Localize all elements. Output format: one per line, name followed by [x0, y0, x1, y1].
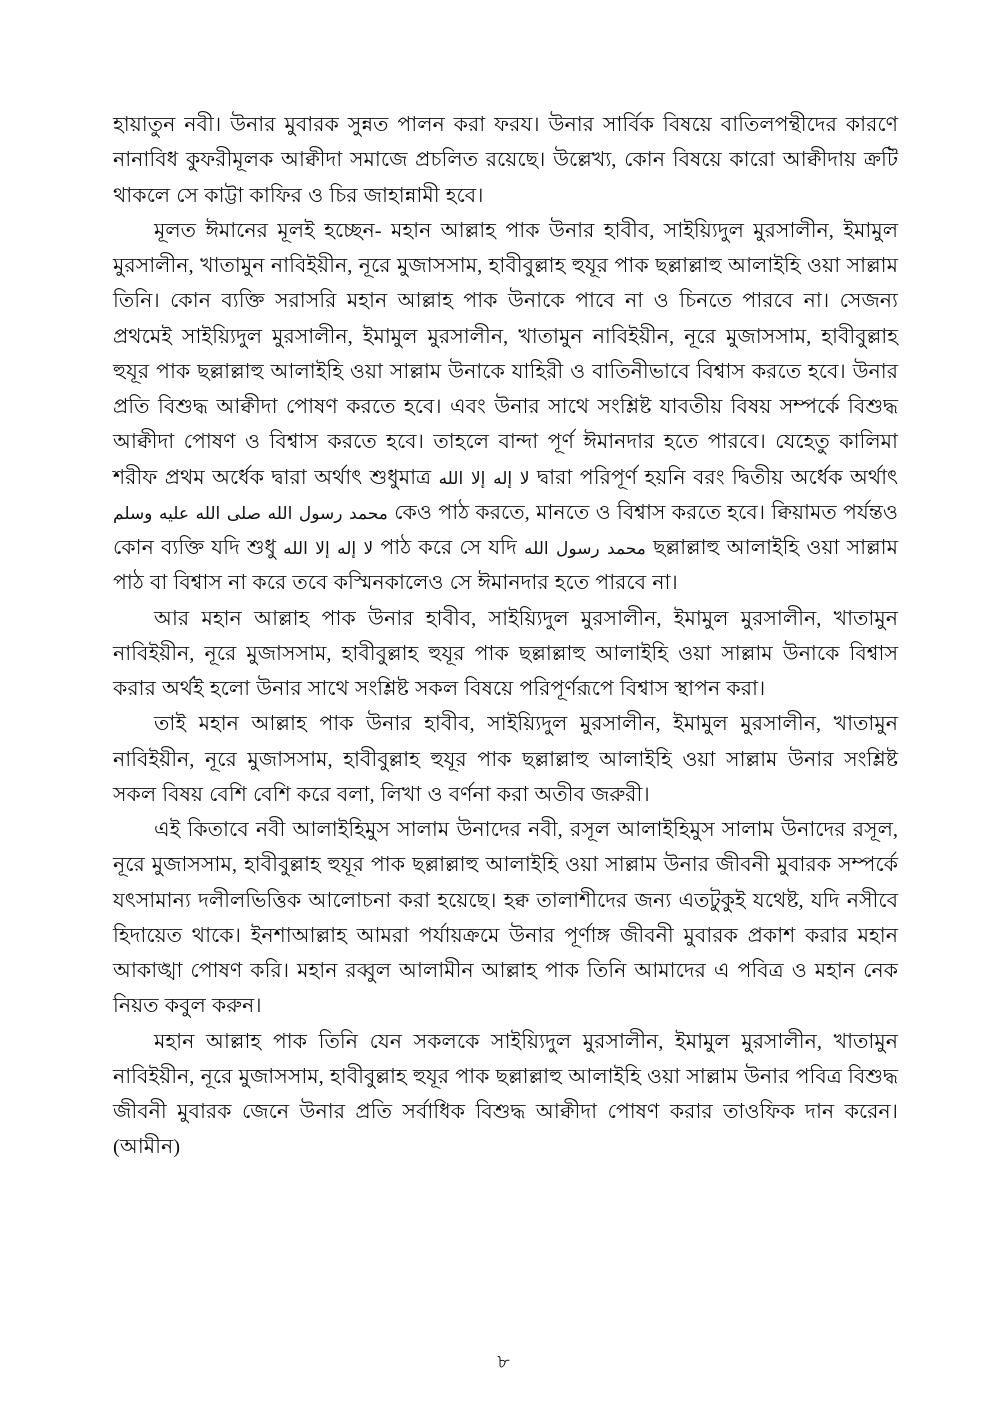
arabic-phrase-3: لا إله إلا الله	[283, 539, 374, 559]
paragraph-5: এই কিতাবে নবী আলাইহিমুস সালাম উনাদের নবী, রসূল আলাইহিমুস সালাম উনাদের রসূল, নূরে মুজাসসাম, হাবীবুল্লাহ হুযূর পাক ছল্লাল্লাহু আলাইহি ওয়া সাল্লাম উনার জীবনী মুবারক সম্পর্কে যৎসামান্য দলীলভিত্তিক আলোচনা করা হয়েছে। হক্ব তালাশীদের জন্য এতটুকুই যথেষ্ট, যদি নসীবে হিদায়েত থাকে। ইনশাআল্লাহ আমরা পর্যায়ক্রমে উনার পূর্ণাঙ্গ জীবনী মুবারক প্রকাশ করার মহান আকাঙ্খা পোষণ করি। মহান রব্বুল আলামীন আল্লাহ পাক তিনি আমাদের এ পবিত্র ও মহান নেক নিয়ত কবুল করুন।	[113, 819, 898, 1018]
paragraph-2-text-a: মূলত ঈমানের মূলই হচ্ছেন- মহান আল্লাহ পাক উনার হাবীব, সাইয়্যিদুল মুরসালীন, ইমামুল মুরসালীন, খাতামুন নাবিইয়ীন, নূরে মুজাসসাম, হাবীবুল্লাহ হুযূর পাক ছল্লাল্লাহু আলাইহি ওয়া সাল্লাম তিনি। কোন ব্যক্তি সরাসরি মহান আল্লাহ পাক উনাকে পাবে না ও চিনতে পারবে না। সেজন্য প্রথমেই সাইয়্যিদুল মুরসালীন, ইমামুল মুরসালীন, খাতামুন নাবিইয়ীন, নূরে মুজাসসাম, হাবীবুল্লাহ হুযূর পাক ছল্লাল্লাহু আলাইহি ওয়া সাল্লাম উনাকে যাহিরী ও বাতিনীভাবে বিশ্বাস করতে হবে। উনার প্রতি বিশুদ্ধ আক্বীদা পোষণ করতে হবে। এবং উনার সাথে সংশ্লিষ্ট যাবতীয় বিষয় সম্পর্কে বিশুদ্ধ আক্বীদা পোষণ ও বিশ্বাস করতে হবে। তাহলে বান্দা পূর্ণ ঈমানদার হতে পারবে। যেহেতু কালিমা শরীফ প্রথম অর্ধেক দ্বারা অর্থাৎ শুধুমাত্র	[113, 219, 898, 489]
arabic-phrase-1: لا إله إلا الله	[438, 468, 530, 489]
paragraph-3: আর মহান আল্লাহ পাক উনার হাবীব, সাইয়্যিদুল মুরসালীন, ইমামুল মুরসালীন, খাতামুন নাবিইয়ীন, নূরে মুজাসসাম, হাবীবুল্লাহ হুযূর পাক ছল্লাল্লাহু আলাইহি ওয়া সাল্লাম উনাকে বিশ্বাস করার অর্থই হলো উনার সাথে সংশ্লিষ্ট সকল বিষয়ে পরিপূর্ণরূপে বিশ্বাস স্থাপন করা।	[113, 607, 898, 700]
paragraph-2-text-e: ছল্লাল্লাহু আলাইহি ওয়া সাল্লাম পাঠ বা বিশ্বাস না করে তবে কস্মিনকালেও সে ঈমানদার হতে পারবে না।	[113, 537, 899, 595]
paragraph-2-text-b: দ্বারা পরিপূর্ণ হয়নি বরং দ্বিতীয় অর্ধেক অর্থাৎ	[536, 466, 898, 489]
paragraph-2-text-c: কেও পাঠ করতে, মানতে ও বিশ্বাস করতে হবে। ক্বিয়ামত পর্যন্তও কোন ব্যক্তি যদি শুধু	[113, 501, 898, 559]
arabic-phrase-4: محمد رسول الله	[523, 539, 646, 559]
paragraph-4: তাই মহান আল্লাহ পাক উনার হাবীব, সাইয়্যিদুল মুরসালীন, ইমামুল মুরসালীন, খাতামুন নাবিইয়ীন, নূরে মুজাসসাম, হাবীবুল্লাহ হুযূর পাক ছল্লাল্লাহু আলাইহি ওয়া সাল্লাম উনার সংশ্লিষ্ট সকল বিষয় বেশি বেশি করে বলা, লিখা ও বর্ণনা করা অতীব জরুরী।	[113, 713, 898, 806]
arabic-phrase-2: محمد رسول الله صلى الله عليه وسلم	[113, 503, 388, 524]
paragraph-2-text-d: পাঠ করে সে যদি	[380, 537, 517, 559]
paragraph-2	[113, 214, 898, 602]
page-body	[113, 108, 898, 1166]
page-number: ৮	[497, 1352, 510, 1373]
paragraph-6: মহান আল্লাহ পাক তিনি যেন সকলকে সাইয়্যিদুল মুরসালীন, ইমামুল মুরসালীন, খাতামুন নাবিইয়ীন, নূরে মুজাসসাম, হাবীবুল্লাহ হুযূর পাক ছল্লাল্লাহু আলাইহি ওয়া সাল্লাম উনার পবিত্র বিশুদ্ধ জীবনী মুবারক জেনে উনার প্রতি সর্বাধিক বিশুদ্ধ আক্বীদা পোষণ করার তাওফিক দান করেন। (আমীন)	[113, 1030, 898, 1159]
paragraph-1: হায়াতুন নবী। উনার মুবারক সুন্নত পালন করা ফরয। উনার সার্বিক বিষয়ে বাতিলপন্থীদের কারণে নানাবিধ কুফরীমূলক আক্বীদা সমাজে প্রচলিত রয়েছে। উল্লেখ্য, কোন বিষয়ে কারো আক্বীদায় ক্রটি থাকলে সে কাট্টা কাফির ও চির জাহান্নামী হবে।	[113, 114, 898, 207]
